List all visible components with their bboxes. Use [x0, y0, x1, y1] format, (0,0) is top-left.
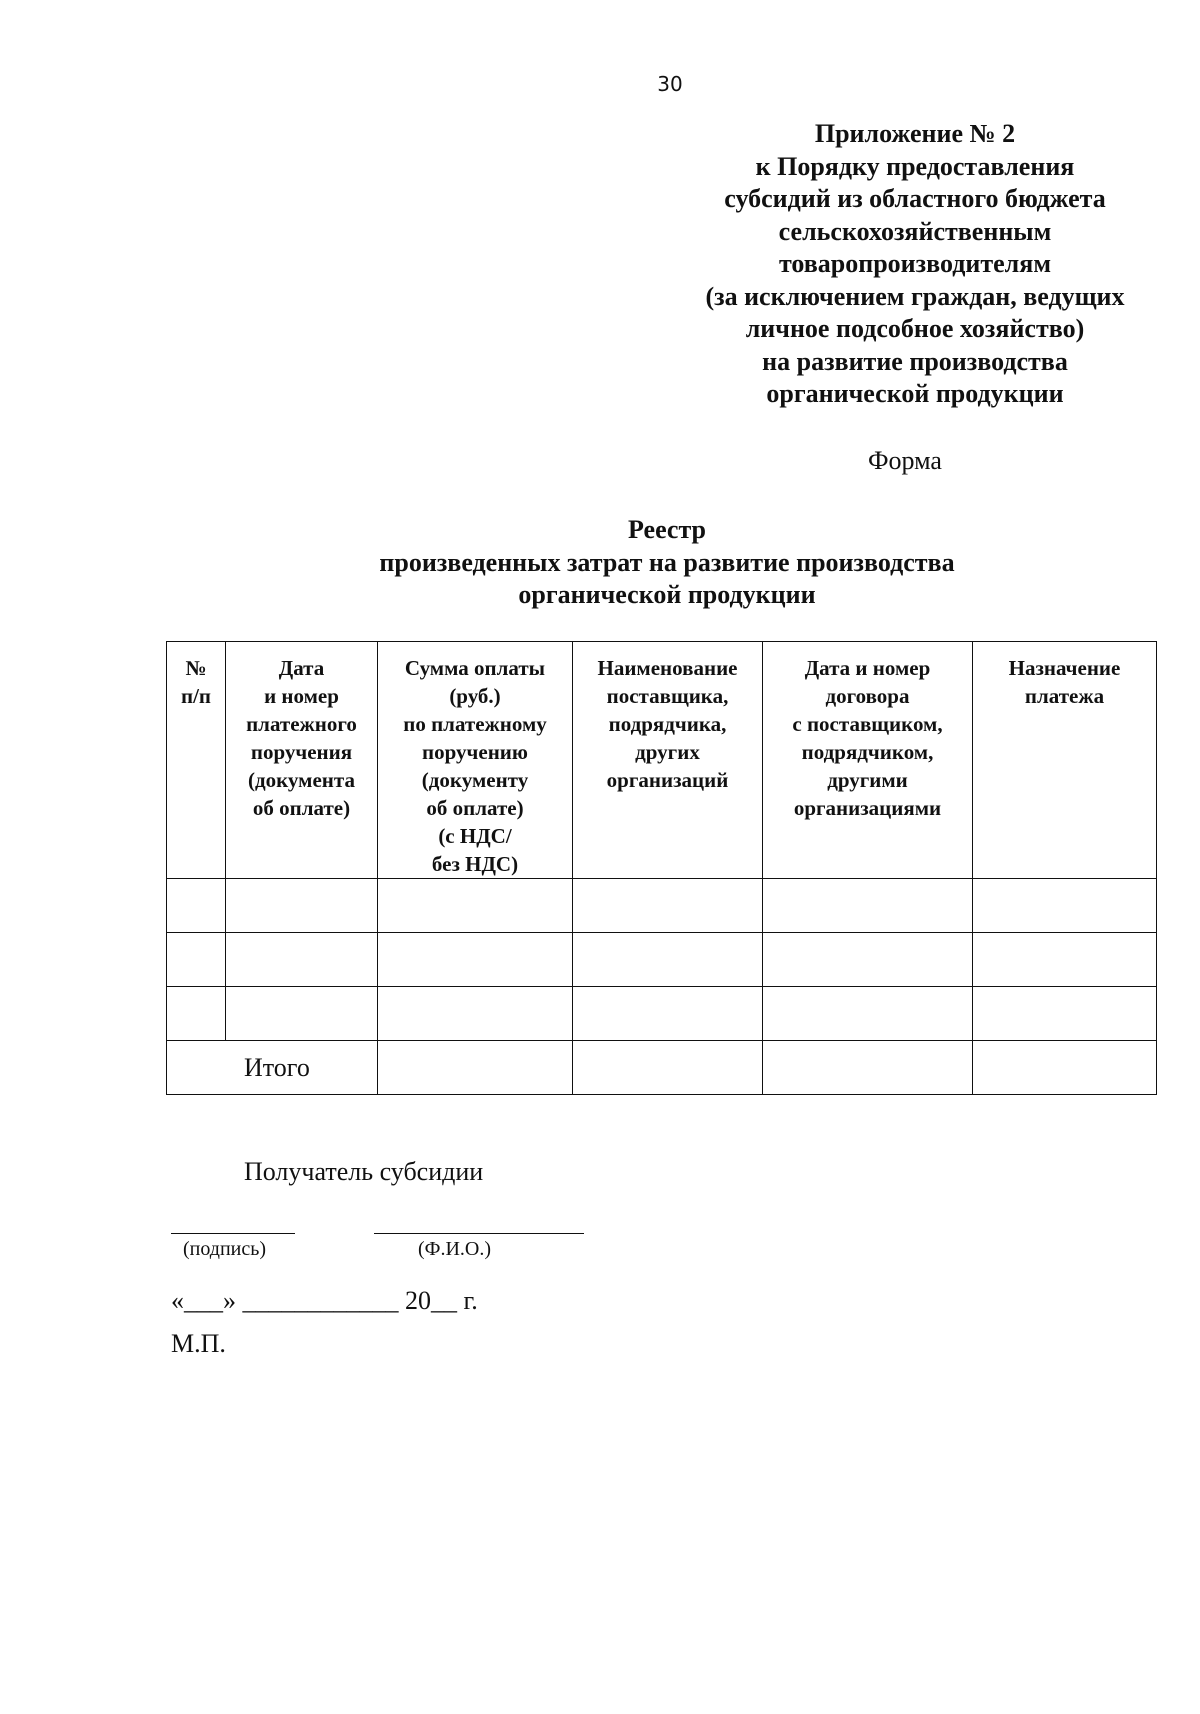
title-line: органической продукции: [518, 580, 816, 609]
table-cell[interactable]: [763, 879, 973, 933]
appendix-line: к Порядку предоставления: [755, 151, 1075, 181]
header-cell-supplier-name: Наименование поставщика, подрядчика, других организаций: [573, 642, 763, 879]
table-cell[interactable]: [378, 933, 573, 987]
appendix-line: органической продукции: [766, 379, 1064, 408]
header-cell-payment-purpose: Назначение платежа: [973, 642, 1157, 879]
header-cell-payment-order: Дата и номер платежного поручения (документа об оплате): [226, 642, 378, 879]
page-number: 30: [657, 72, 683, 96]
document-title: [0, 514, 1200, 612]
name-line[interactable]: [374, 1233, 584, 1234]
table-cell[interactable]: [226, 933, 378, 987]
table-row: [167, 879, 1157, 933]
table-cell[interactable]: [226, 879, 378, 933]
appendix-line: сельскохозяйственным: [778, 216, 1052, 246]
title-line: Реестр: [627, 515, 707, 544]
table-cell[interactable]: [973, 879, 1157, 933]
register-table: [166, 641, 1157, 1095]
total-cell[interactable]: [973, 1041, 1157, 1095]
table-cell[interactable]: [167, 879, 226, 933]
recipient-label: Получатель субсидии: [244, 1157, 484, 1186]
appendix-line: товаропроизводителям: [778, 249, 1052, 278]
table-cell[interactable]: [573, 987, 763, 1041]
table-cell[interactable]: [167, 987, 226, 1041]
table-row: [167, 933, 1157, 987]
appendix-line: на развитие производства: [762, 346, 1068, 376]
table-cell[interactable]: [763, 933, 973, 987]
total-cell[interactable]: [573, 1041, 763, 1095]
appendix-line: (за исключением граждан, ведущих: [705, 281, 1125, 311]
title-line: произведенных затрат на развитие производства: [379, 547, 955, 577]
appendix-line: Приложение № 2: [814, 119, 1016, 148]
total-cell[interactable]: [763, 1041, 973, 1095]
header-cell-contract: Дата и номер договора с поставщиком, подрядчиком, другими организациями: [763, 642, 973, 879]
table-cell[interactable]: [973, 987, 1157, 1041]
table-cell[interactable]: [573, 879, 763, 933]
table-cell[interactable]: [378, 879, 573, 933]
total-label: Итого: [167, 1041, 378, 1095]
total-cell[interactable]: [378, 1041, 573, 1095]
table-cell[interactable]: [973, 933, 1157, 987]
appendix-line: субсидий из областного бюджета: [724, 184, 1106, 213]
header-cell-number: № п/п: [167, 642, 226, 879]
form-label: Форма: [868, 446, 942, 475]
signature-line[interactable]: [171, 1233, 295, 1234]
signature-caption: (подпись): [183, 1238, 267, 1260]
appendix-line: личное подсобное хозяйство): [745, 314, 1085, 343]
header-cell-payment-amount: Сумма оплаты (руб.) по платежному поручению (документу об оплате) (с НДС/ без НДС): [378, 642, 573, 879]
appendix-heading: [650, 118, 1180, 411]
total-row: [167, 1041, 1157, 1095]
stamp-label: М.П.: [171, 1329, 226, 1358]
table-cell[interactable]: [226, 987, 378, 1041]
table-cell[interactable]: [763, 987, 973, 1041]
table-row: [167, 987, 1157, 1041]
header-row: [167, 642, 1157, 879]
table-cell[interactable]: [378, 987, 573, 1041]
table-cell[interactable]: [573, 933, 763, 987]
date-line: «___» ____________ 20__ г.: [171, 1286, 478, 1315]
name-caption: (Ф.И.О.): [418, 1238, 492, 1260]
table-cell[interactable]: [167, 933, 226, 987]
